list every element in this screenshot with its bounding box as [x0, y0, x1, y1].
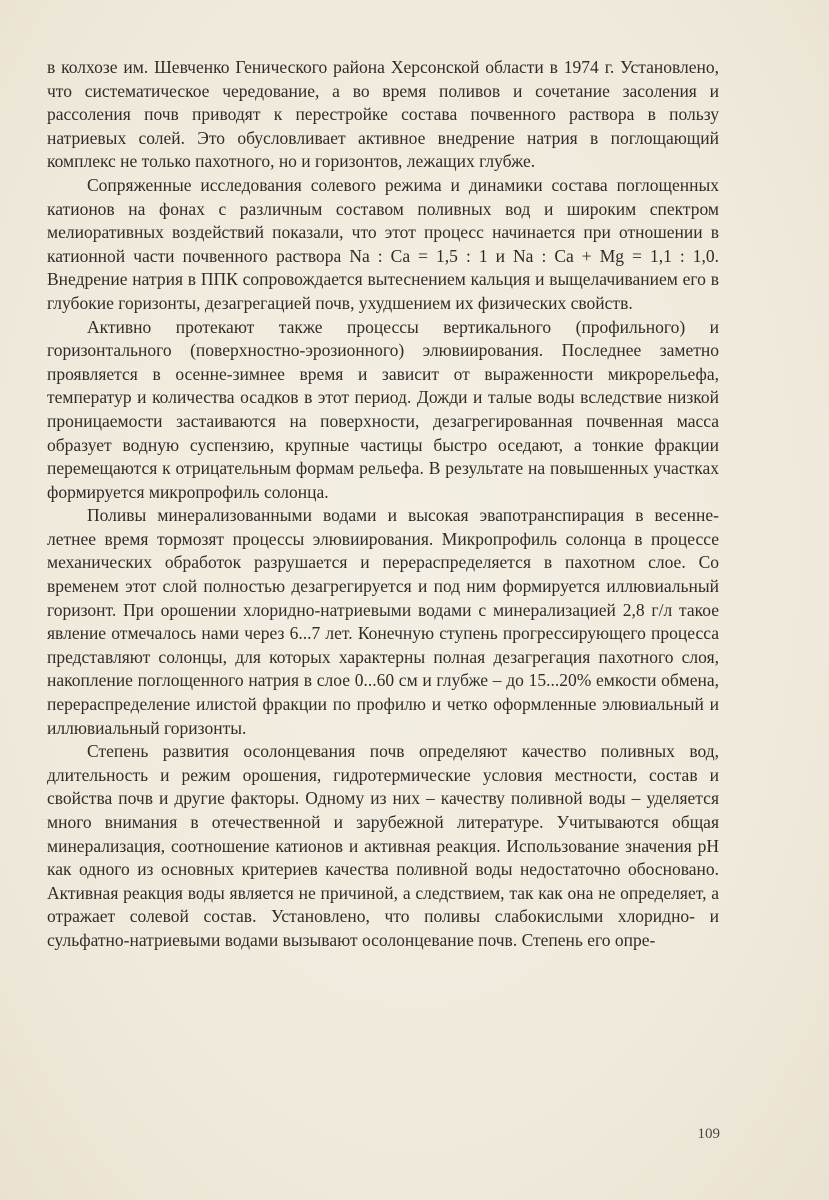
page-number: 109 [697, 1126, 720, 1142]
paragraph-2: Сопряженные исследования солевого режима и динамики состава поглощенных катионов на фонах с различным составом поливных вод и широким спектром мелиоративных воздействий показали, что этот процесс начинается при отношении в катионной части почвенного раствора Na : Ca = 1,5 : 1 и Na : Ca + Mg = 1,1 : 1,0. Внедрение натрия в ППК сопровождается вытеснением кальция и выщелачиванием его в глубокие горизонты, дезагрегацией почв, ухудшением их физических свойств. [47, 174, 719, 313]
paragraph-4: Поливы минерализованными водами и высокая эвапотранспирация в весенне-летнее время тормозят процессы элювиирования. Микропрофиль солонца в процессе механических обработок разрушается и перераспределяется в пахотном слое. Со временем этот слой полностью дезагрегируется и под ним формируется иллювиальный горизонт. При орошении хлоридно-натриевыми водами с минерализацией 2,8 г/л такое явление отмечалось нами через 6...7 лет. Конечную ступень прогрессирующего процесса представляют солонцы, для которых характерны полная дезагрегация пахотного слоя, накопление поглощенного натрия в слое 0...60 см и глубже – до 15...20% емкости обмена, перераспределение илистой фракции по профилю и четко оформленные элювиальный и иллювиальный горизонты. [47, 505, 719, 738]
paragraph-3: Активно протекают также процессы вертикального (профильного) и горизонтального (поверхностно-эрозионного) элювиирования. Последнее заметно проявляется в осенне-зимнее время и зависит от выраженности микрорельефа, температур и количества осадков в этот период. Дожди и талые воды вследствие низкой проницаемости застаиваются на поверхности, дезагрегированная почвенная масса образует водную суспензию, крупные частицы быстро оседают, а тонкие фракции перемещаются к отрицательным формам рельефа. В результате на повышенных участках формируется микропрофиль солонца. [47, 316, 719, 502]
page-text [47, 56, 719, 953]
paragraph-1: в колхозе им. Шевченко Генического района Херсонской области в 1974 г. Установлено, что систематическое чередование, а во время поливов и сочетание засоления и рассоления почв приводят к перестройке состава почвенного раствора в пользу натриевых солей. Это обусловливает активное внедрение натрия в поглощающий комплекс не только пахотного, но и горизонтов, лежащих глубже. [47, 57, 719, 172]
paragraph-5: Степень развития осолонцевания почв определяют качество поливных вод, длительность и режим орошения, гидротермические условия местности, состав и свойства почв и другие факторы. Одному из них – качеству поливной воды – уделяется много внимания в отечественной и зарубежной литературе. Учитываются общая минерализация, соотношение катионов и активная реакция. Использование значения pH как одного из основных критериев качества поливной воды недостаточно обосновано. Активная реакция воды является не причиной, а следствием, так как она не определяет, а отражает солевой состав. Установлено, что поливы слабокислыми хлоридно- и сульфатно-натриевыми водами вызывают осолонцевание почв. Степень его опре- [47, 741, 719, 950]
